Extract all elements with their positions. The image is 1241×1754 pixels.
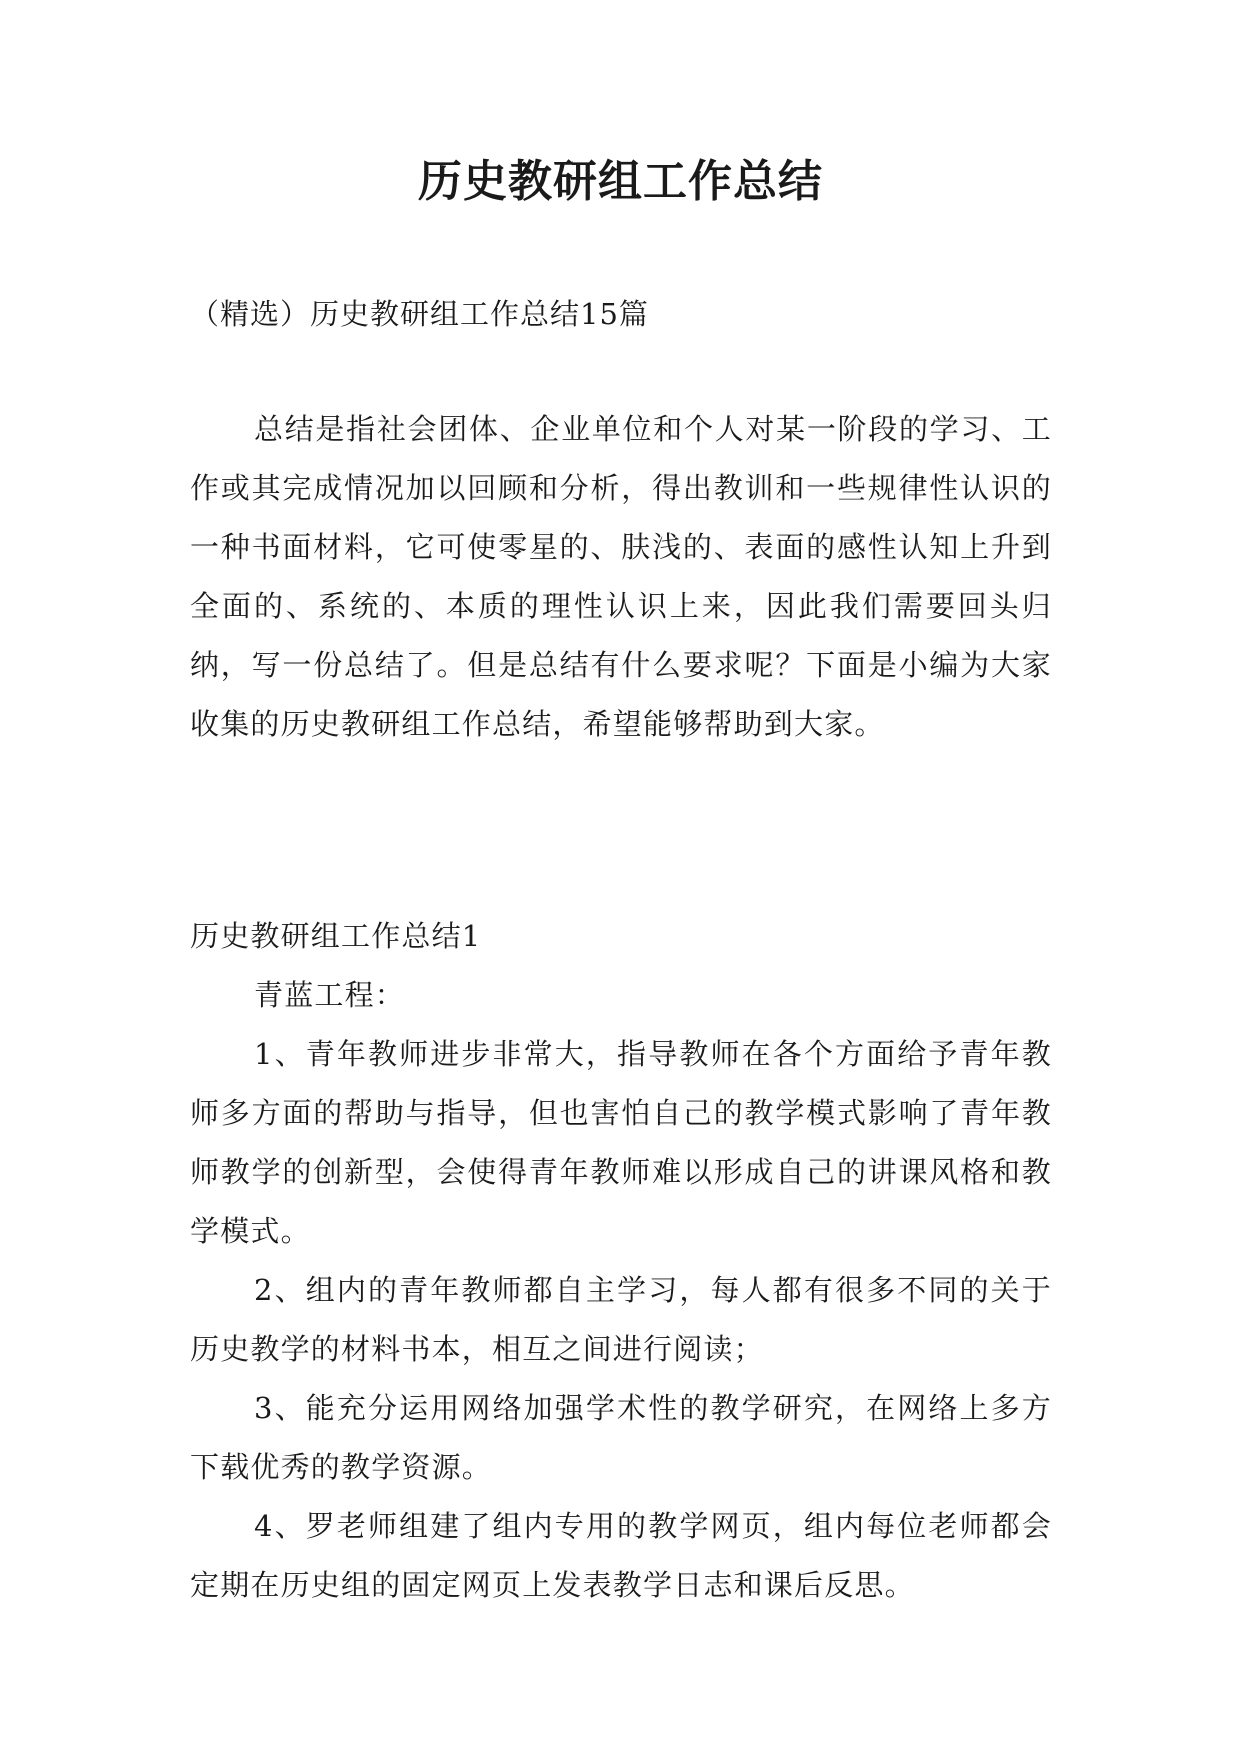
document-title: 历史教研组工作总结 [418, 156, 823, 207]
section-paragraph: 1、青年教师进步非常大，指导教师在各个方面给予青年教师多方面的帮助与指导，但也害怕自己的教学模式影响了青年教师教学的创新型，会使得青年教师难以形成自己的讲课风格和教学模式。 [190, 1037, 1052, 1248]
section-heading: 历史教研组工作总结1 [190, 919, 482, 953]
section-paragraph: 2、组内的青年教师都自主学习，每人都有很多不同的关于历史教学的材料书本，相互之间进行阅读； [190, 1273, 1052, 1366]
section-paragraph: 3、能充分运用网络加强学术性的教学研究，在网络上多方下载优秀的教学资源。 [190, 1391, 1052, 1484]
section-paragraph: 4、罗老师组建了组内专用的教学网页，组内每位老师都会定期在历史组的固定网页上发表教学日志和课后反思。 [190, 1509, 1052, 1602]
section-1 [190, 907, 1052, 1615]
section-paragraph: 青蓝工程： [254, 978, 406, 1012]
document-subtitle: （精选）历史教研组工作总结15篇 [190, 297, 649, 331]
intro-paragraph: 总结是指社会团体、企业单位和个人对某一阶段的学习、工作或其完成情况加以回顾和分析，得出教训和一些规律性认识的一种书面材料，它可使零星的、肤浅的、表面的感性认知上升到全面的、系统的、本质的理性认识上来，因此我们需要回头归纳，写一份总结了。但是总结有什么要求呢？下面是小编为大家收集的历史教研组工作总结，希望能够帮助到大家。 [190, 412, 1052, 741]
